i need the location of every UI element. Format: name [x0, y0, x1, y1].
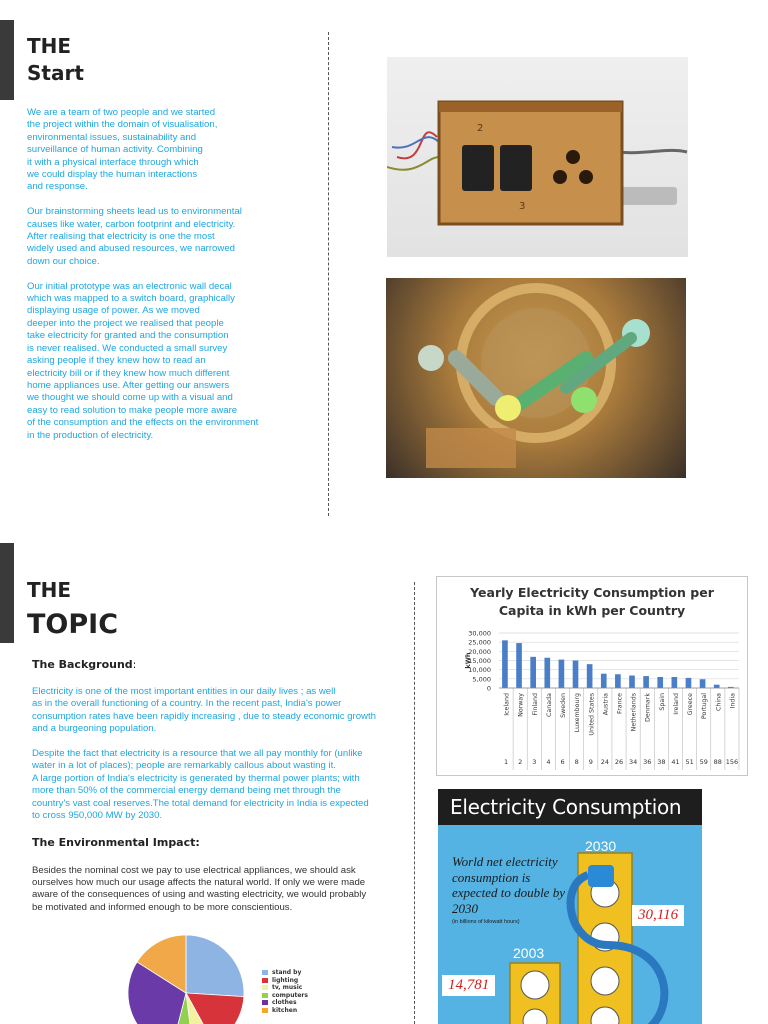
section1-heading-start: Start [27, 61, 84, 85]
y-axis-label: kWh [464, 652, 472, 669]
legend-item [262, 969, 308, 977]
environmental-impact-text [32, 865, 402, 914]
rank-label: 26 [614, 758, 624, 766]
rank-label: 4 [546, 758, 551, 766]
photo-label-2: 2 [477, 123, 484, 134]
section1-line: displaying usage of power. As we moved [27, 305, 200, 317]
rank-label: 1 [503, 758, 509, 766]
y-tick-label: 0 [486, 684, 491, 693]
bar [516, 643, 522, 688]
impact-line: be motivated and informed enough to be more conscientious. [32, 901, 293, 913]
bar [643, 676, 649, 688]
led-prototype-photo [386, 278, 686, 478]
bar [544, 658, 550, 688]
background-colon: : [132, 658, 137, 671]
rank-label: 88 [713, 758, 722, 766]
legend-item [262, 992, 308, 1000]
environmental-impact-subheading: The Environmental Impact: [32, 836, 200, 849]
section1-line: electricity bill or if they knew how much different [27, 367, 230, 379]
legend-label: tv, music [272, 984, 303, 991]
background-subheading [32, 658, 136, 671]
background-line: water in a lot of places); people are remarkably callous about wasting it. [32, 760, 336, 772]
poster-value-2030: 30,116 [632, 905, 684, 926]
prototype-box-photo [387, 57, 688, 257]
bar [615, 674, 621, 688]
category-label: Spain [658, 693, 666, 711]
rank-label: 9 [588, 758, 593, 766]
bar [657, 677, 663, 688]
legend-swatch [262, 1008, 268, 1013]
section2-divider [414, 582, 415, 1024]
rank-label: 41 [671, 758, 680, 766]
rank-label: 36 [643, 758, 652, 766]
legend-label: computers [272, 991, 308, 999]
legend-swatch [262, 978, 268, 983]
legend-label: kitchen [272, 1006, 298, 1014]
legend-swatch [262, 985, 268, 990]
impact-line: ourselves how much our usage affects the natural world. If only we were made [32, 877, 366, 889]
category-label: France [616, 693, 624, 714]
rank-label: 51 [685, 758, 694, 766]
section1-line: widely used and abused resources, we narrowed [27, 243, 235, 255]
category-label: Finland [531, 693, 539, 716]
background-line: as in the overall functioning of a country. In the recent past, India's power [32, 698, 342, 710]
section1-line: home appliances use. After getting our answers [27, 379, 230, 391]
y-tick-label: 20,000 [468, 647, 491, 656]
poster-value-2003: 14,781 [442, 975, 495, 996]
section1-line: We are a team of two people and we started [27, 107, 216, 118]
legend-label: clothes [272, 999, 297, 1006]
category-label: Greece [687, 693, 695, 716]
bar [672, 677, 678, 688]
bar [530, 657, 536, 688]
section1-line: which was mapped to a switch board, graphically [27, 293, 235, 305]
section1-line: causes like water, carbon footprint and electricity. [27, 218, 236, 230]
category-label: China [715, 693, 723, 711]
section2-heading-topic: TOPIC [27, 609, 119, 640]
bar [502, 640, 508, 688]
section1-line: we thought we should come up with a visual and [27, 392, 233, 404]
section1-line: of the consumption and the effects on the environment [27, 417, 259, 429]
section2-heading-the: THE [27, 578, 72, 602]
category-label: Austria [602, 693, 610, 716]
legend-swatch [262, 1000, 268, 1005]
section1-paragraph [27, 206, 317, 268]
y-tick-label: 25,000 [468, 638, 491, 647]
chart-title-line2: Capita in kWh per Country [498, 603, 686, 618]
rank-label: 3 [532, 758, 537, 766]
section1-line: down our choice. [27, 255, 100, 267]
section1-paragraph [27, 107, 317, 194]
legend-swatch [262, 970, 268, 975]
background-paragraph [32, 686, 402, 736]
section1-line: asking people if they knew how to read an [27, 355, 206, 367]
background-paragraph [32, 748, 402, 822]
background-line: A large portion of India's electricity is generated by thermal power plants; with [32, 772, 360, 784]
category-label: Sweden [560, 693, 568, 718]
category-label: Ireland [672, 693, 680, 715]
bar [601, 674, 607, 688]
legend-label: stand by [272, 969, 302, 976]
section1-line: take electricity for granted and the consumption [27, 330, 229, 342]
electricity-consumption-poster [438, 789, 702, 1024]
section1-paragraph [27, 281, 317, 442]
poster-small-note: (in billions of kilowatt hours) [452, 919, 520, 925]
section1-line: Our brainstorming sheets lead us to environmental [27, 206, 242, 218]
category-label: Denmark [644, 693, 652, 722]
category-label: Canada [545, 693, 553, 717]
section1-line: easy to read solution to make people more aware [27, 404, 238, 416]
poster-title: Electricity Consumption [438, 789, 702, 825]
section1-line: After realising that electricity is one the most [27, 231, 215, 243]
section1-line: surveillance of human activity. Combining [27, 144, 203, 156]
consumption-bar-chart [436, 576, 748, 776]
legend-label: lighting [272, 976, 299, 984]
impact-paragraph [32, 865, 402, 914]
y-tick-label: 30,000 [468, 629, 491, 638]
background-line: Electricity is one of the most important entities in our daily lives ; as well [32, 686, 336, 697]
pie-slice [186, 935, 244, 997]
section1-line: deeper into the project we realised that people [27, 317, 224, 329]
rank-label: 156 [725, 758, 739, 766]
category-label: Netherlands [630, 693, 638, 732]
poster-year-2003: 2003 [513, 945, 545, 961]
y-tick-label: 15,000 [468, 657, 491, 665]
background-line: more than 50% of the commercial energy demand being met through the [32, 785, 341, 797]
bar [559, 660, 565, 688]
background-line: and a burgeoning population. [32, 723, 157, 735]
section1-line: Our initial prototype was an electronic wall decal [27, 280, 232, 292]
category-label: United States [588, 693, 596, 736]
category-label: Portugal [701, 693, 709, 720]
bar [587, 664, 593, 688]
pie-legend [262, 969, 308, 1014]
legend-item [262, 984, 308, 992]
bar [686, 678, 692, 688]
background-line: country's vast coal reserves.The total demand for electricity in India is expected [32, 797, 369, 809]
section1-line: is never realised. We conducted a small survey [27, 342, 228, 354]
background-line: Despite the fact that electricity is a resource that we all pay monthly for (unlike [32, 748, 363, 760]
section1-accent-bar [0, 20, 14, 100]
background-line: to cross 950,000 MW by 2030. [32, 810, 163, 822]
legend-item [262, 977, 308, 985]
photo-label-3: 3 [519, 201, 526, 212]
section1-line: in the production of electricity. [27, 429, 154, 441]
legend-item [262, 999, 308, 1007]
rank-label: 8 [574, 758, 579, 766]
background-label: The Background [32, 658, 133, 671]
bar [573, 661, 579, 689]
poster-year-2030: 2030 [585, 838, 617, 854]
bar [714, 685, 720, 688]
rank-label: 34 [628, 758, 638, 766]
impact-line: aware of the consequences of using and wasting electricity, we would probably [32, 889, 367, 901]
poster-text: World net electricity consumption is expected to double by 2030 [452, 854, 565, 916]
background-body-text [32, 686, 402, 835]
rank-label: 24 [600, 758, 610, 766]
category-label: India [729, 693, 737, 709]
chart-title-line1: Yearly Electricity Consumption per [470, 585, 714, 600]
section1-line: the project within the domain of visualisation, [27, 119, 218, 131]
section2-accent-bar [0, 543, 14, 643]
bar [700, 679, 706, 688]
usage-pie-chart [128, 932, 248, 1024]
category-label: Luxembourg [574, 693, 582, 733]
legend-swatch [262, 993, 268, 998]
rank-label: 2 [518, 758, 523, 766]
rank-label: 38 [657, 758, 666, 766]
y-tick-label: 10,000 [468, 666, 491, 675]
section1-line: and response. [27, 181, 88, 193]
bar [629, 676, 635, 688]
bar-chart-plot [437, 625, 747, 775]
category-label: Iceland [503, 693, 511, 716]
section1-body-text [27, 107, 317, 454]
section1-heading-the: THE [27, 34, 72, 58]
background-line: consumption rates have been rapidly increasing , due to steady economic growth [32, 710, 376, 722]
rank-label: 6 [560, 758, 565, 766]
y-tick-label: 5,000 [472, 675, 491, 684]
section1-divider [328, 32, 329, 516]
rank-label: 59 [699, 758, 708, 766]
category-label: Norway [517, 693, 525, 717]
section1-line: it with a physical interface through which [27, 156, 199, 168]
impact-line: Besides the nominal cost we pay to use electrical appliances, we should ask [32, 865, 356, 876]
section1-line: environmental issues, sustainability and [27, 131, 197, 143]
legend-item [262, 1007, 308, 1015]
section1-line: we could display the human interactions [27, 169, 198, 181]
